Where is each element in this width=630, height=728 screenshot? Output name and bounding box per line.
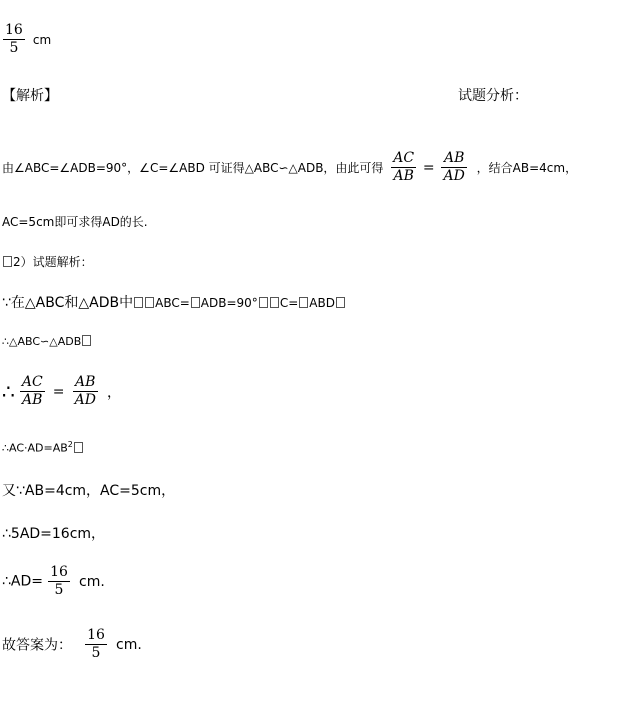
missing-glyph-icon <box>3 256 12 267</box>
fraction-numerator: AC <box>393 150 415 166</box>
fraction-denominator: 5 <box>9 40 19 56</box>
answer-header <box>3 22 51 57</box>
final-answer <box>2 627 142 662</box>
analysis-fraction-left <box>391 150 416 185</box>
step1-text-c: ADB=90° <box>200 296 258 310</box>
answer-fraction <box>3 22 25 57</box>
fraction-numerator: 16 <box>50 564 68 580</box>
missing-glyph-icon <box>134 297 143 308</box>
missing-glyph-icon <box>145 297 154 308</box>
final-answer-unit: cm. <box>116 636 142 653</box>
fraction-numerator: AB <box>441 150 466 168</box>
answer-unit: cm <box>32 32 52 47</box>
fraction-denominator: AB <box>393 168 414 184</box>
analysis-text-suffix: ，结合AB=4cm， <box>476 161 578 175</box>
analysis-text-prefix: 由∠ABC=∠ADB=90°，∠C=∠ABD 可证得△ABC∽△ADB，由此可得 <box>2 161 384 175</box>
solution-step-1 <box>2 292 346 312</box>
fraction-denominator: AD <box>443 168 465 184</box>
fraction-numerator: 16 <box>5 22 23 38</box>
fraction-denominator: AB <box>22 392 43 408</box>
missing-glyph-icon <box>74 442 83 453</box>
step1-text-b: ABC= <box>155 296 190 310</box>
step1-text-d: C= <box>279 296 299 310</box>
solution-step-7 <box>2 564 105 599</box>
fraction-denominator: AD <box>74 392 96 408</box>
analysis-line-2: AC=5cm即可求得AD的长. <box>2 215 148 229</box>
step4-text: ∴AC·AD=AB <box>2 441 68 455</box>
analysis-fraction-right <box>441 150 466 185</box>
fraction-denominator: 5 <box>54 582 64 598</box>
solution-heading <box>2 253 93 270</box>
solution-step-6: ∴5AD=16cm， <box>2 526 106 542</box>
solution-step-2 <box>2 335 92 348</box>
final-answer-label: 故答案为： <box>2 637 72 654</box>
solution-step-5: 又∵AB=4cm，AC=5cm， <box>2 483 176 499</box>
step1-text-e: ABD <box>309 296 335 310</box>
fraction-numerator: AC <box>21 374 43 390</box>
fraction-numerator: 16 <box>87 627 105 643</box>
final-answer-fraction <box>85 627 107 662</box>
fraction-numerator: AB <box>73 374 98 392</box>
step3-fraction-left <box>20 374 45 409</box>
step7-fraction <box>48 564 70 599</box>
step7-suffix: cm. <box>79 573 105 590</box>
equals-sign: = <box>52 383 65 400</box>
missing-glyph-icon <box>299 297 308 308</box>
step4-superscript: 2 <box>67 440 73 449</box>
missing-glyph-icon <box>336 297 345 308</box>
missing-glyph-icon <box>270 297 279 308</box>
analysis-heading: 试题分析： <box>458 88 528 104</box>
step3-fraction-right <box>73 374 98 409</box>
step3-suffix: ， <box>107 384 122 401</box>
step7-prefix: ∴AD= <box>2 573 43 590</box>
analysis-line-1 <box>2 150 628 185</box>
equals-sign: = <box>422 159 435 176</box>
therefore-symbol: ∴ <box>2 379 15 404</box>
missing-glyph-icon <box>82 335 91 346</box>
missing-glyph-icon <box>259 297 268 308</box>
fraction-denominator: 5 <box>91 645 101 661</box>
section-title: 【解析】 <box>2 88 58 104</box>
solution-heading-text: 2）试题解析： <box>13 255 93 269</box>
step1-text: ∵在△ABC和△ADB中 <box>2 295 134 311</box>
missing-glyph-icon <box>191 297 200 308</box>
solution-step-3 <box>2 374 121 409</box>
step2-text: ∴△ABC∽△ADB <box>2 335 82 348</box>
solution-step-4 <box>2 440 84 455</box>
